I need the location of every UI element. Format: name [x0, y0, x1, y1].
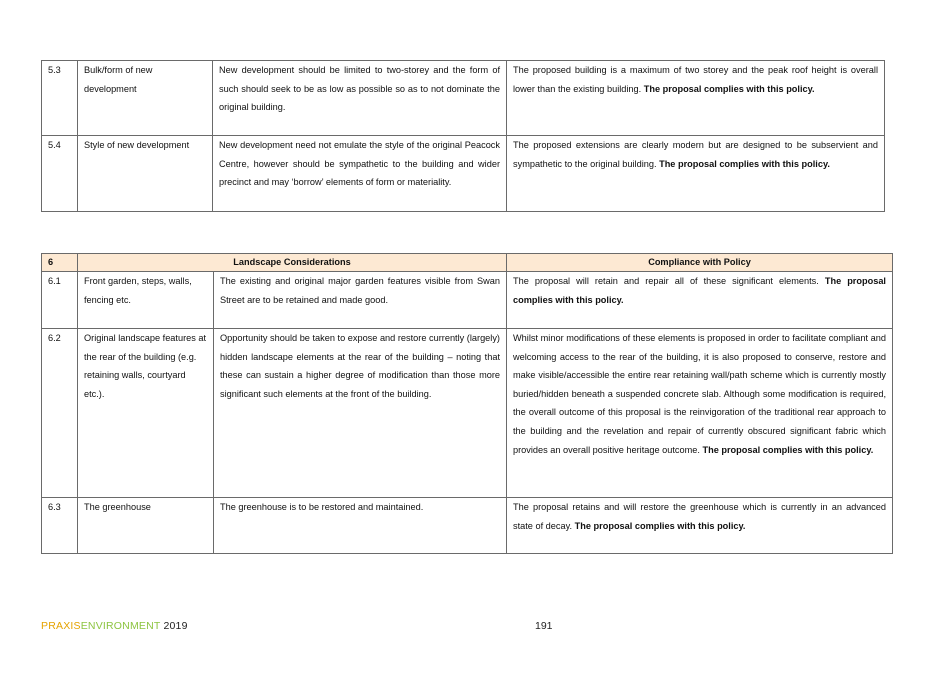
- table-row: [42, 329, 893, 498]
- section-title: Landscape Considerations: [78, 254, 507, 272]
- row-number: 5.3: [42, 61, 78, 136]
- landscape-considerations-table: [41, 253, 893, 554]
- row-policy: The greenhouse is to be restored and maintained.: [214, 498, 507, 554]
- brand-environment: ENVIRONMENT: [80, 620, 161, 632]
- table-row: [42, 498, 893, 554]
- row-number: 6.3: [42, 498, 78, 554]
- table-row: [42, 61, 885, 136]
- footer-year: 2019: [163, 620, 188, 632]
- compliance-verdict: The proposal complies with this policy.: [643, 83, 815, 94]
- page-number: 191: [535, 620, 553, 632]
- footer-brand: [41, 617, 188, 636]
- compliance-verdict: The proposal complies with this policy.: [574, 520, 746, 531]
- row-policy: Opportunity should be taken to expose and restore currently (largely) hidden landscape elements at the rear of the building – noting that these can sustain a higher degree of modification than those more significant such elements at the front of the building.: [214, 329, 507, 498]
- row-topic: Style of new development: [78, 136, 213, 212]
- row-policy: New development need not emulate the style of the original Peacock Centre, however should be sympathetic to the building and wider precinct and may ‘borrow’ elements of form or materiality.: [213, 136, 507, 212]
- row-topic: Front garden, steps, walls, fencing etc.: [78, 272, 214, 329]
- row-compliance: Whilst minor modifications of these elements is proposed in order to facilitate compliant and welcoming access to the rear of the building, it is also proposed to conserve, restore and make visible/accessible the entire rear retaining wall/path scheme which is currently mostly buried/hidden beneath a suspended concrete slab. Although some modification is required, the overall outcome of this proposal is the reinvigoration of the traditional rear approach to the building and the revelation and repair of currently obscured significant fabric which provides an overall positive heritage outcome. The proposal complies with this policy.: [507, 329, 893, 498]
- compliance-verdict: The proposal complies with this policy.: [659, 158, 830, 169]
- row-topic: The greenhouse: [78, 498, 214, 554]
- table-row: [42, 272, 893, 329]
- section-number: 6: [42, 254, 78, 272]
- row-number: 5.4: [42, 136, 78, 212]
- row-compliance: The proposal will retain and repair all of these significant elements. The proposal complies with this policy.: [507, 272, 893, 329]
- row-policy: The existing and original major garden features visible from Swan Street are to be retained and made good.: [214, 272, 507, 329]
- heritage-table-section-5: [41, 60, 885, 212]
- brand-praxis: PRAXIS: [41, 620, 81, 632]
- row-policy: New development should be limited to two-storey and the form of such should seek to be as low as possible so as to not dominate the original building.: [213, 61, 507, 136]
- row-compliance: The proposed extensions are clearly modern but are designed to be subservient and sympathetic to the original building. The proposal complies with this policy.: [507, 136, 885, 212]
- row-compliance: The proposal retains and will restore the greenhouse which is currently in an advanced state of decay. The proposal complies with this policy.: [507, 498, 893, 554]
- compliance-verdict: The proposal complies with this policy.: [702, 444, 874, 455]
- row-topic: Bulk/form of new development: [78, 61, 213, 136]
- table-header-row: [42, 254, 893, 272]
- row-topic: Original landscape features at the rear of the building (e.g. retaining walls, courtyard etc.).: [78, 329, 214, 498]
- table-row: [42, 136, 885, 212]
- row-compliance: The proposed building is a maximum of two storey and the peak roof height is overall lower than the existing building. The proposal complies with this policy.: [507, 61, 885, 136]
- compliance-column-header: Compliance with Policy: [507, 254, 893, 272]
- row-number: 6.2: [42, 329, 78, 498]
- compliance-verdict: The proposal complies with this policy.: [513, 276, 886, 305]
- row-number: 6.1: [42, 272, 78, 329]
